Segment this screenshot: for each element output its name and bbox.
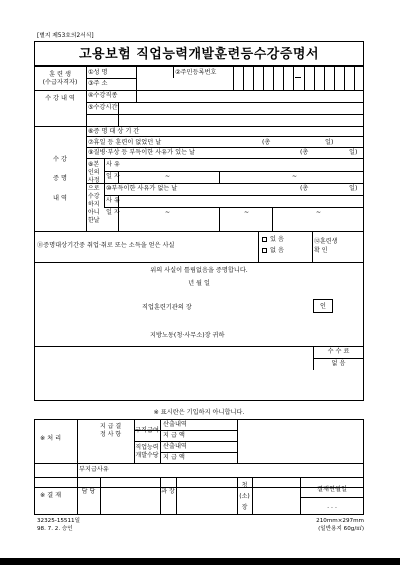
unavoidable-date-tilde-2: ~	[244, 209, 250, 216]
income-yes-label: 있 음	[270, 236, 284, 243]
issuer-label: 직업훈련기관의 장	[142, 304, 192, 311]
course-section-label: 수 강 내 역	[45, 95, 75, 102]
footer-code: 32325-15511일	[37, 518, 81, 524]
days-absent-count-close: 일)	[325, 139, 334, 146]
officer-manager-label: 과 장	[161, 488, 175, 495]
illness-date-tilde-1: ~	[165, 173, 171, 180]
seal-label: 인	[320, 303, 326, 310]
approval-label: ※ 결 재	[40, 492, 62, 499]
income-no-checkbox[interactable]	[262, 248, 267, 253]
footer-approved: 98. 7. 2. 승인	[37, 526, 73, 532]
period-label: ⑥증 명 대 상 기 간	[88, 128, 140, 135]
unavoidable-date-tilde-1: ~	[165, 209, 171, 216]
job-seek-amount-label: 지 급 액	[163, 432, 185, 439]
income-label: ⑪증명대상기간중 취업·취로 또는 소득을 얻은 사실	[37, 242, 175, 249]
job-label: ④수강직종	[88, 92, 118, 99]
time-field[interactable]	[119, 103, 363, 113]
illness-count-open: (총	[300, 149, 309, 156]
attestation-date: 년 월 일	[188, 280, 210, 287]
illness-count-close: 일)	[349, 149, 358, 156]
name-label: ①성 명	[88, 69, 108, 76]
name-field[interactable]	[137, 67, 172, 77]
rrn-label: ②주민등록번호	[175, 69, 217, 76]
days-absent-count-open: (총	[262, 139, 271, 146]
approval-date-label: 결재연월일	[317, 486, 347, 493]
job-field[interactable]	[119, 91, 363, 101]
illness-date-label: 일 자	[106, 173, 120, 180]
seal-box	[313, 299, 333, 313]
fee-value: 없 음	[331, 360, 346, 367]
illness-date-tilde-2: ~	[292, 173, 298, 180]
address-field[interactable]	[137, 79, 232, 89]
unavoidable-count-open: (총	[300, 185, 309, 192]
days-absent-label: ⑦휴일 등 훈련이 없었던 날	[88, 139, 162, 146]
unavoidable-reason-label: 사 유	[106, 197, 120, 204]
unavoidable-date-tilde-3: ~	[316, 209, 322, 216]
job-seek-allowance-label: 구직급여	[135, 427, 159, 434]
rrn-cells[interactable]	[233, 66, 364, 90]
address-label: ③주 소	[88, 80, 108, 87]
income-no-label: 없 음	[270, 247, 284, 254]
nonpay-reason-label: 부지급사유	[79, 466, 109, 473]
illness-label: ⑨질병·부상 등 부득이한 사유가 있는 날	[88, 149, 196, 156]
cert-side-label-1: 수 강	[53, 156, 67, 163]
payment-decision-label: 지 급 결 정 사 항	[100, 423, 122, 438]
attestation-statement: 위의 사실이 틀림없음을 증명합니다.	[150, 267, 248, 274]
processing-label: ※ 처 리	[40, 435, 62, 442]
recipient-label: 지방노동(청·사무소)장 귀하	[150, 332, 225, 339]
reason-block-label: ⑧본인의 사정으로수강하지아니한날	[88, 161, 100, 224]
page-title: 고용보험 직업능력개발훈련등수강증명서	[78, 47, 320, 62]
time-label: ⑤수강시간	[88, 104, 118, 111]
income-yes-checkbox[interactable]	[262, 237, 267, 242]
trainee-confirm-label: ⑫훈련생 확 인	[314, 238, 338, 254]
fee-label: 수 수 료	[327, 348, 350, 355]
trainee-section-label: 훈 련 생	[49, 71, 71, 78]
footer-paper-weight: (일반용지 60g/㎡)	[318, 526, 364, 532]
unavoidable-count-close: 일)	[349, 185, 358, 192]
unavoidable-date-label: 일 자	[106, 209, 120, 216]
illness-reason-label: 사 유	[106, 161, 120, 168]
cert-side-label-3: 내 역	[53, 195, 67, 202]
bottom-border	[0, 558, 400, 565]
training-allowance-label: 직업능력 개발수당	[135, 444, 159, 459]
job-seek-calc-label: 산출내역	[163, 421, 187, 428]
trainee-section-sublabel: (수급자격자)	[42, 79, 78, 86]
training-amount-label: 지 급 액	[163, 454, 185, 461]
form-id: [별지 제53호의2서식]	[37, 33, 94, 39]
officer-chief-label: 청(소)장	[239, 482, 250, 511]
approval-date-value: . . .	[327, 503, 337, 510]
officer-staff-label: 담 당	[81, 488, 96, 495]
footer-paper-size: 210mm×297mm	[316, 518, 364, 524]
unavoidable-label: ⑩부득이한 사유가 없는 날	[106, 185, 178, 192]
training-calc-label: 산출내역	[163, 443, 187, 450]
office-use-note: ※ 표시란은 기입하지 아니합니다.	[153, 409, 245, 416]
title-box	[34, 41, 364, 66]
cert-side-label-2: 증 명	[53, 175, 67, 182]
